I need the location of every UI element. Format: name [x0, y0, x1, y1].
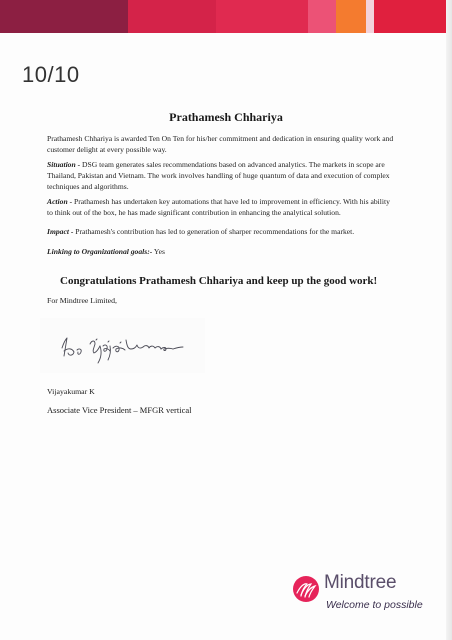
page-edge-shadow — [446, 0, 452, 640]
logo-wordmark: Mindtree — [324, 572, 397, 593]
signer-name: Vijayakumar K — [47, 387, 95, 396]
signature-image — [40, 318, 205, 373]
band-segment — [308, 0, 336, 33]
mindtree-logo — [292, 572, 432, 617]
linking-text: Yes — [152, 247, 165, 256]
linking-paragraph — [47, 246, 397, 257]
action-text: Prathamesh has undertaken key automations that have led to improvement in efficiency. With his ability to think out of the box, he has made significant contribution in enhancing the analytical solution. — [47, 197, 390, 217]
handwritten-signature — [40, 318, 205, 373]
impact-paragraph — [47, 226, 397, 237]
logo-tagline: Welcome to possible — [326, 599, 423, 611]
situation-label: Situation - — [47, 160, 81, 169]
congratulations-line: Congratulations Prathamesh Chhariya and keep up the good work! — [60, 275, 378, 287]
situation-text: DSG team generates sales recommendations based on advanced analytics. The markets in scope are Thailand, Pakistan and Vietnam. The work involves handling of huge quantum of data and execution of complex techniques and algorithms. — [47, 160, 390, 191]
score-label: 10/10 — [22, 62, 80, 87]
mindtree-logo-icon — [292, 575, 320, 603]
top-color-band — [0, 0, 446, 33]
linking-label: Linking to Organizational goals:- — [47, 247, 153, 256]
action-paragraph — [47, 196, 397, 218]
action-label: Action - — [47, 197, 73, 206]
band-segment — [366, 0, 374, 33]
situation-paragraph — [47, 159, 397, 192]
band-segment — [374, 0, 446, 33]
signer-title: Associate Vice President – MFGR vertical — [47, 405, 192, 415]
for-company-line: For Mindtree Limited, — [47, 296, 117, 305]
impact-text: Prathamesh's contribution has led to generation of sharper recommendations for the market. — [73, 227, 355, 236]
band-segment — [336, 0, 366, 33]
awardee-title: Prathamesh Chhariya — [169, 110, 283, 124]
band-segment — [0, 0, 128, 33]
band-segment — [216, 0, 308, 33]
intro-paragraph: Prathamesh Chhariya is awarded Ten On Ten for his/her commitment and dedication in ensuring quality work and customer delight at every possible way. — [47, 134, 394, 154]
impact-label: Impact - — [47, 227, 74, 236]
band-segment — [128, 0, 216, 33]
